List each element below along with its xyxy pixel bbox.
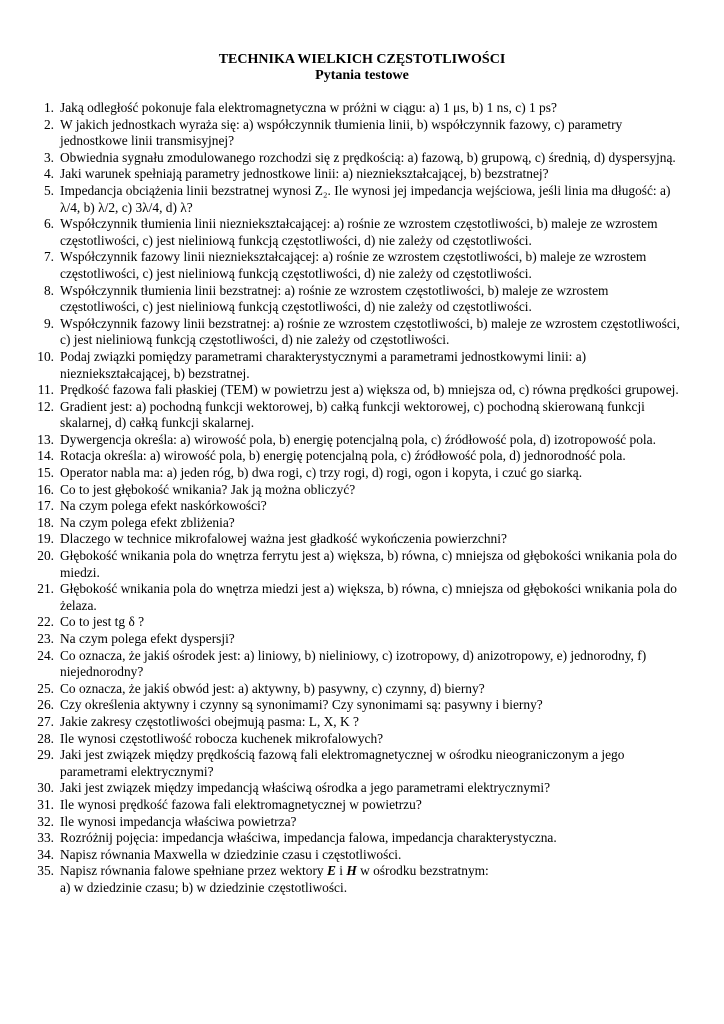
question-number: 16. [37,481,54,497]
question-item-2 [30,117,690,150]
question-text: Jakie zakresy częstotliwości obejmują pasma: L, X, K ? [60,713,359,729]
question-text: Czy określenia aktywny i czynny są synonimami? Czy synonimami są: pasywny i bierny? [60,697,543,713]
question-text: Ile wynosi impedancja właściwa powietrza? [60,813,297,829]
question-number: 27. [37,713,54,729]
question-item-3 [30,150,690,167]
question-text: Co to jest tg δ ? [60,614,145,630]
document-subtitle: Pytania testowe [315,68,409,83]
question-number: 23. [37,631,54,646]
question-item-19 [30,531,690,548]
question-item-7 [30,249,690,282]
question-item-23 [30,631,690,648]
question-item-6 [30,216,690,249]
question-number: 14. [37,448,54,464]
question-number: 18. [37,514,54,530]
question-number: 35. [37,863,54,879]
question-number: 28. [37,730,54,746]
question-text: Głębokość wnikania pola do wnętrza ferrytu jest a) większa, b) równa, c) mniejsza od głębokości wnikania pola do miedzi. [60,548,677,580]
question-number: 12. [37,398,54,414]
question-item-1 [30,100,690,117]
question-item-31 [30,797,690,814]
question-text [60,863,690,896]
question-number: 22. [37,614,54,630]
question-number: 4. [43,166,54,182]
question-text-line2: a) w dziedzinie czasu; b) w dziedzinie częstotliwości. [60,879,348,895]
question-item-32 [30,814,690,831]
question-item-11 [30,382,690,399]
question-text: Gradient jest: a) pochodną funkcji wektorowej, b) całką funkcji wektorowej, c) pochodną skierowaną funkcji skalarnej, d) całką funkcji skalarnej. [60,398,645,431]
question-number: 26. [37,697,54,713]
question-number: 9. [43,315,54,331]
question-number: 34. [37,846,54,862]
question-text: Jaki jest związek między prędkością fazową fali elektromagnetycznej w ośrodku nieograniczonym a jego parametrami elektrycznymi? [60,747,625,779]
question-item-13 [30,432,690,449]
question-text: Współczynnik tłumienia linii bezstratnej: a) rośnie ze wzrostem częstotliwości, b) maleje ze wzrostem częstotliwości, c) jest nieliniową funkcją częstotliwości, d) nie zależy od częstotliwości. [60,282,609,315]
question-item-27 [30,714,690,731]
question-item-24 [30,648,690,681]
question-number: 3. [43,149,54,165]
question-item-18 [30,515,690,532]
question-number: 31. [37,796,54,812]
question-text-conjunction: i [335,863,347,879]
question-item-14 [30,448,690,465]
question-list [30,100,690,897]
question-text: Ile wynosi częstotliwość robocza kuchenek mikrofalowych? [60,730,384,746]
question-text: Współczynnik fazowy linii niezniekształcającej: a) rośnie ze wzrostem częstotliwości, b) maleje ze wzrostem częstotliwości, c) jest nieliniową funkcją częstotliwości, d) nie zależy od częstotliwości. [60,249,647,281]
question-text: Na czym polega efekt dyspersji? [60,631,235,646]
question-text: Ile wynosi prędkość fazowa fali elektromagnetycznej w powietrzu? [60,796,422,812]
question-item-10 [30,349,690,382]
question-number: 17. [37,498,54,514]
question-item-9 [30,316,690,349]
question-text: Co oznacza, że jakiś obwód jest: a) aktywny, b) pasywny, c) czynny, d) bierny? [60,680,485,696]
question-text: Współczynnik tłumienia linii niezniekształcającej: a) rośnie ze wzrostem częstotliwości, b) maleje ze wzrostem częstotliwości, c) jest nieliniową funkcją częstotliwości, d) nie zależy od częstotliwości. [60,216,658,248]
question-text-prefix: Napisz równania falowe spełniane przez wektory [60,863,327,879]
question-number: 25. [37,680,54,696]
question-number: 15. [37,465,54,481]
question-text: Współczynnik fazowy linii bezstratnej: a) rośnie ze wzrostem częstotliwości, b) maleje ze wzrostem częstotliwości, c) jest nieliniową funkcją częstotliwości, d) nie zależy od częstotliwości. [60,315,680,348]
question-number: 19. [37,531,54,547]
question-item-29 [30,747,690,780]
question-number: 10. [37,348,54,364]
question-text: Podaj związki pomiędzy parametrami charakterystycznymi a parametrami jednostkowymi linii: a) niezniekształcającej, b) bezstratnej. [60,348,587,381]
question-item-25 [30,681,690,698]
question-text: Jaki jest związek między impedancją właściwą ośrodka a jego parametrami elektrycznymi? [60,780,551,796]
question-text-suffix: w ośrodku bezstratnym: [356,863,489,879]
question-item-28 [30,731,690,748]
vector-h: H [346,863,357,879]
question-text: Dywergencja określa: a) wirowość pola, b) energię potencjalną pola, c) źródłowość pola, d) izotropowość pola. [60,431,656,447]
question-text: Obwiednia sygnału zmodulowanego rozchodzi się z prędkością: a) fazową, b) grupową, c) średnią, d) dyspersyjną. [60,149,676,165]
question-number: 1. [43,100,54,115]
question-item-8 [30,283,690,316]
question-number: 8. [43,282,54,298]
question-item-22 [30,614,690,631]
question-number: 24. [37,647,54,663]
question-item-12 [30,399,690,432]
question-number: 30. [37,780,54,796]
question-text: Rozróżnij pojęcia: impedancja właściwa, impedancja falowa, impedancja charakterystyczna. [60,830,557,846]
question-number: 20. [37,548,54,564]
question-item-34 [30,847,690,864]
question-number: 29. [37,747,54,763]
question-number: 33. [37,830,54,846]
question-text: Impedancja obciążenia linii bezstratnej wynosi Z₂. Ile wynosi jej impedancja wejściowa, jeśli linia ma długość: a) λ/4, b) λ/2, c) 3λ/4, d) λ? [60,182,671,215]
question-text: Napisz równania Maxwella w dziedzinie czasu i częstotliwości. [60,846,402,862]
question-item-33 [30,830,690,847]
question-text: Prędkość fazowa fali płaskiej (TEM) w powietrzu jest a) większa od, b) mniejsza od, c) równa prędkości grupowej. [60,382,679,398]
question-number: 6. [43,216,54,232]
question-text: Na czym polega efekt naskórkowości? [60,498,267,514]
question-number: 11. [37,382,54,398]
question-text: Na czym polega efekt zbliżenia? [60,514,235,530]
question-item-16 [30,482,690,499]
question-text: Dlaczego w technice mikrofalowej ważna jest gładkość wykończenia powierzchni? [60,531,507,547]
question-item-26 [30,697,690,714]
question-text: Rotacja określa: a) wirowość pola, b) energię potencjalną pola, c) źródłowość pola, d) jednorodność pola. [60,448,626,464]
question-text: Co to jest głębokość wnikania? Jak ją można obliczyć? [60,481,356,497]
question-text: Głębokość wnikania pola do wnętrza miedzi jest a) większa, b) równa, c) mniejsza od głębokości wnikania pola do żelaza. [60,581,677,613]
document-title: TECHNIKA WIELKICH CZĘSTOTLIWOŚCI [218,52,506,67]
question-item-17 [30,498,690,515]
vector-e: E [326,863,336,879]
question-number: 7. [43,249,54,265]
question-number: 5. [43,182,54,198]
question-text: W jakich jednostkach wyraża się: a) współczynnik tłumienia linii, b) współczynnik fazowy, c) parametry jednostkowe linii transmisyjnej? [60,116,623,149]
question-item-30 [30,780,690,797]
question-text: Jaką odległość pokonuje fala elektromagnetyczna w próżni w ciągu: a) 1 μs, b) 1 ns, c) 1 ps? [60,100,557,115]
question-number: 13. [37,431,54,447]
question-item-5 [30,183,690,216]
question-item-35 [30,863,690,896]
question-number: 21. [37,581,54,597]
question-item-4 [30,166,690,183]
question-item-15 [30,465,690,482]
question-text: Co oznacza, że jakiś ośrodek jest: a) liniowy, b) nieliniowy, c) izotropowy, d) anizotropowy, e) jednorodny, f) niejednorodny? [60,647,647,680]
question-number: 32. [37,813,54,829]
question-text: Jaki warunek spełniają parametry jednostkowe linii: a) niezniekształcającej, b) bezstratnej? [60,166,549,182]
question-text: Operator nabla ma: a) jeden róg, b) dwa rogi, c) trzy rogi, d) rogi, ogon i kopyta, i czuć go siarką. [60,465,583,481]
question-item-21 [30,581,690,614]
question-number: 2. [43,116,54,132]
question-item-20 [30,548,690,581]
